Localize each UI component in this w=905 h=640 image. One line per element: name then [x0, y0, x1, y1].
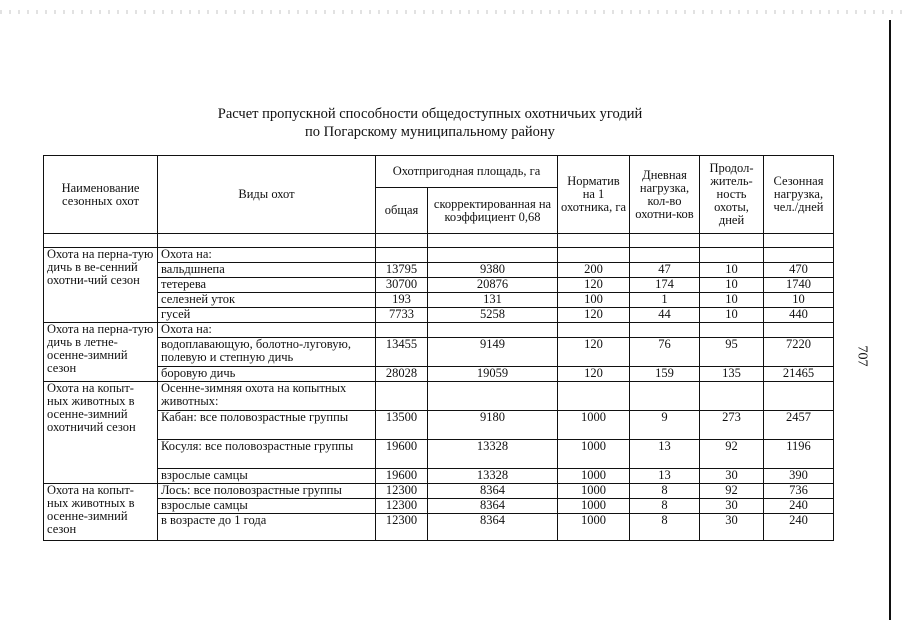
area-total-cell: 28028: [376, 367, 428, 382]
norm-cell: 120: [558, 367, 630, 382]
daily-cell: 76: [630, 338, 700, 367]
table-row: [44, 367, 834, 382]
daily-cell: 44: [630, 308, 700, 323]
norm-cell: 120: [558, 338, 630, 367]
norm-cell: 1000: [558, 514, 630, 541]
kind-cell: вальдшнепа: [158, 263, 376, 278]
seasonal-cell: 2457: [764, 411, 834, 440]
duration-cell: 273: [700, 411, 764, 440]
duration-cell: 30: [700, 514, 764, 541]
duration-cell: 30: [700, 469, 764, 484]
table-row: [44, 411, 834, 440]
scan-artifact-strip: [0, 10, 905, 14]
seasonal-cell: 1196: [764, 440, 834, 469]
area-total-cell: 12300: [376, 499, 428, 514]
seasonal-cell: 240: [764, 499, 834, 514]
area-total-cell: 13500: [376, 411, 428, 440]
duration-cell: 10: [700, 278, 764, 293]
table-row: [44, 263, 834, 278]
kind-cell: тетерева: [158, 278, 376, 293]
area-corrected-cell: 8364: [428, 499, 558, 514]
area-total-cell: 19600: [376, 469, 428, 484]
season-cell: Охота на копыт-ных животных в осенне-зимний сезон: [44, 484, 158, 541]
duration-cell: 95: [700, 338, 764, 367]
kind-cell: селезней уток: [158, 293, 376, 308]
title-line-2: по Погарскому муниципальному району: [305, 124, 555, 140]
kind-cell: взрослые самцы: [158, 499, 376, 514]
seasonal-cell: 390: [764, 469, 834, 484]
table-row: [44, 440, 834, 469]
norm-cell: 200: [558, 263, 630, 278]
area-corrected-cell: 8364: [428, 484, 558, 499]
norm-cell: 120: [558, 308, 630, 323]
duration-cell: 92: [700, 440, 764, 469]
area-corrected-cell: 20876: [428, 278, 558, 293]
seasonal-cell: 440: [764, 308, 834, 323]
table-row: [44, 484, 834, 499]
area-total-cell: 13455: [376, 338, 428, 367]
norm-cell: 1000: [558, 499, 630, 514]
kind-cell: гусей: [158, 308, 376, 323]
norm-cell: 120: [558, 278, 630, 293]
norm-cell: 100: [558, 293, 630, 308]
norm-cell: 1000: [558, 484, 630, 499]
area-total-cell: 12300: [376, 514, 428, 541]
seasonal-cell: 240: [764, 514, 834, 541]
area-corrected-cell: 13328: [428, 440, 558, 469]
area-total-cell: 12300: [376, 484, 428, 499]
daily-cell: 8: [630, 499, 700, 514]
table-row: [44, 308, 834, 323]
kind-cell: в возрасте до 1 года: [158, 514, 376, 541]
group-caption: Охота на:: [158, 248, 376, 263]
season-cell: Охота на перна-тую дичь в летне- осенне-зимний сезон: [44, 323, 158, 382]
kind-cell: боровую дичь: [158, 367, 376, 382]
norm-cell: 1000: [558, 440, 630, 469]
daily-cell: 159: [630, 367, 700, 382]
page-number: 707: [854, 345, 870, 367]
daily-cell: 13: [630, 440, 700, 469]
duration-cell: 10: [700, 308, 764, 323]
header-daily: Дневная нагрузка, кол-во охотни-ков: [630, 156, 700, 234]
daily-cell: 1: [630, 293, 700, 308]
seasonal-cell: 10: [764, 293, 834, 308]
daily-cell: 47: [630, 263, 700, 278]
title-line-1: Расчет пропускной способности общедоступных охотничьих угодий: [217, 106, 643, 122]
area-total-cell: 7733: [376, 308, 428, 323]
table-row: [44, 499, 834, 514]
area-corrected-cell: 9180: [428, 411, 558, 440]
daily-cell: 8: [630, 514, 700, 541]
table-row: [44, 469, 834, 484]
capacity-table: [43, 155, 834, 541]
page-edge-line: [889, 20, 891, 620]
kind-cell: Косуля: все половозрастные группы: [158, 440, 376, 469]
area-corrected-cell: 9380: [428, 263, 558, 278]
table-row: [44, 293, 834, 308]
area-corrected-cell: 19059: [428, 367, 558, 382]
header-area-total: общая: [376, 188, 428, 234]
duration-cell: 92: [700, 484, 764, 499]
table-row: [44, 278, 834, 293]
kind-cell: взрослые самцы: [158, 469, 376, 484]
seasonal-cell: 470: [764, 263, 834, 278]
group-caption: Охота на:: [158, 323, 376, 338]
kind-cell: Кабан: все половозрастные группы: [158, 411, 376, 440]
season-cell: Охота на перна-тую дичь в ве-сенний охотни-чий сезон: [44, 248, 158, 323]
kind-cell: водоплавающую, болотно-луговую, полевую и степную дичь: [158, 338, 376, 367]
area-total-cell: 193: [376, 293, 428, 308]
header-area: Охотпригодная площадь, га: [376, 156, 558, 188]
area-corrected-cell: 9149: [428, 338, 558, 367]
area-total-cell: 19600: [376, 440, 428, 469]
duration-cell: 135: [700, 367, 764, 382]
seasonal-cell: 736: [764, 484, 834, 499]
duration-cell: 10: [700, 293, 764, 308]
header-kinds: Виды охот: [158, 156, 376, 234]
header-duration: Продол-житель-ность охоты, дней: [700, 156, 764, 234]
kind-cell: Лось: все половозрастные группы: [158, 484, 376, 499]
area-corrected-cell: 8364: [428, 514, 558, 541]
norm-cell: 1000: [558, 469, 630, 484]
table-row: [44, 514, 834, 541]
seasonal-cell: 1740: [764, 278, 834, 293]
area-total-cell: 13795: [376, 263, 428, 278]
duration-cell: 30: [700, 499, 764, 514]
seasonal-cell: 21465: [764, 367, 834, 382]
header-area-corrected: скорректированная на коэффициент 0,68: [428, 188, 558, 234]
area-total-cell: 30700: [376, 278, 428, 293]
header-seasonal: Сезонная нагрузка, чел./дней: [764, 156, 834, 234]
header-norm: Норматив на 1 охотника, га: [558, 156, 630, 234]
daily-cell: 9: [630, 411, 700, 440]
daily-cell: 13: [630, 469, 700, 484]
group-caption: Осенне-зимняя охота на копытных животных:: [158, 382, 376, 411]
daily-cell: 8: [630, 484, 700, 499]
season-cell: Охота на копыт-ных животных в осенне-зимний охотничий сезон: [44, 382, 158, 484]
seasonal-cell: 7220: [764, 338, 834, 367]
header-season: Наименование сезонных охот: [44, 156, 158, 234]
area-corrected-cell: 5258: [428, 308, 558, 323]
table-row: [44, 338, 834, 367]
duration-cell: 10: [700, 263, 764, 278]
spacer-row: [44, 234, 834, 248]
document-title: [120, 105, 740, 141]
daily-cell: 174: [630, 278, 700, 293]
norm-cell: 1000: [558, 411, 630, 440]
area-corrected-cell: 131: [428, 293, 558, 308]
area-corrected-cell: 13328: [428, 469, 558, 484]
